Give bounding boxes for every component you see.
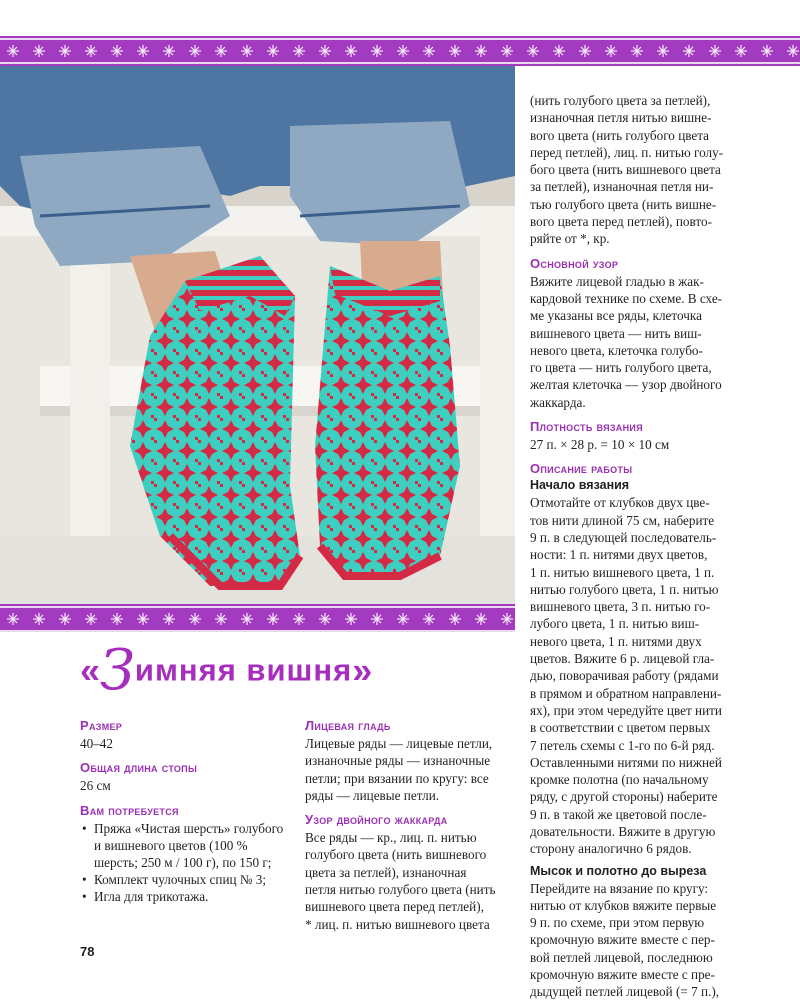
size-heading: Размер bbox=[80, 718, 123, 733]
start-line: довательности. Вяжите в другую bbox=[530, 823, 716, 839]
intro-line: вого цвета перед петлей), повто- bbox=[530, 214, 712, 230]
main-pattern-section bbox=[530, 256, 788, 411]
start-line: ях), при этом чередуйте цвет нити bbox=[530, 702, 722, 718]
intro-line: вого цвета (нить голубого цвета bbox=[530, 127, 710, 143]
list-item: • Пряжа «Чистая шерсть» голубого и вишневого цветов (100 % шерсть; 250 м / 100 г), по 150 г; bbox=[80, 820, 290, 871]
stockinette-line: изнаночные ряды — изнаночные bbox=[305, 753, 491, 769]
start-line: 7 петель схемы с 1-го по 6-й ряд. bbox=[530, 737, 715, 753]
intro-line: ряйте от *, кр. bbox=[530, 231, 610, 247]
start-line: лубого цвета, 1 п. нитью виш- bbox=[530, 616, 700, 632]
description-heading: Описание работы bbox=[530, 461, 633, 477]
start-subheading: Начало вязания bbox=[530, 478, 630, 493]
intro-line: тью голубого цвета (нить вишне- bbox=[530, 196, 717, 212]
intro-text bbox=[530, 92, 788, 248]
double-jacquard-line: Все ряды — кр., лиц. п. нитью bbox=[305, 830, 477, 846]
density-text: 27 п. × 28 р. = 10 × 10 см bbox=[530, 437, 670, 453]
start-line: дью, поворачивая работу (рядами bbox=[530, 668, 719, 684]
foot-length-heading: Общая длина стопы bbox=[80, 760, 198, 776]
start-line: нитью голубого цвета, 1 п. нитью bbox=[530, 581, 719, 597]
size-section bbox=[80, 718, 290, 752]
start-line: 1 п. нитью вишневого цвета, 1 п. bbox=[530, 564, 715, 580]
page-title bbox=[80, 638, 372, 708]
toe-line: Перейдите на вязание по кругу: bbox=[530, 880, 709, 896]
size-text: 40–42 bbox=[80, 736, 113, 751]
knitted-socks-photo-icon bbox=[0, 66, 515, 604]
toe-line: вой петлей лицевой, последнюю bbox=[530, 949, 713, 965]
title-text: имняя вишня bbox=[134, 652, 353, 688]
toe-line: кромочную вяжите вместе с пре- bbox=[530, 967, 715, 983]
density-section bbox=[530, 419, 788, 453]
start-line: ряду, с другой стороны) наберите bbox=[530, 789, 718, 805]
main-pattern-line: го цвета — нить голубого цвета, bbox=[530, 360, 712, 376]
double-jacquard-heading: Узор двойного жаккарда bbox=[305, 812, 448, 828]
stockinette-heading: Лицевая гладь bbox=[305, 718, 391, 733]
intro-line: изнаночная петля нитью вишне- bbox=[530, 110, 712, 126]
main-pattern-line: Вяжите лицевой гладью в жак- bbox=[530, 273, 704, 289]
snowflake-border-icon bbox=[0, 36, 800, 66]
right-column bbox=[530, 92, 788, 1001]
foot-length-section bbox=[80, 760, 290, 794]
main-pattern-heading: Основной узор bbox=[530, 255, 619, 271]
double-jacquard-line: вишневого цвета перед петлей), bbox=[305, 899, 484, 915]
materials-section bbox=[80, 803, 290, 905]
stockinette-section bbox=[305, 718, 513, 804]
snowflake-border-icon bbox=[0, 604, 515, 632]
toe-subheading: Мысок и полотно до выреза bbox=[530, 863, 707, 878]
start-line: Оставленными нитями по нижней bbox=[530, 754, 722, 770]
start-line: ности: 1 п. нитями двух цветов, bbox=[530, 547, 708, 563]
double-jacquard-section bbox=[305, 812, 513, 933]
density-heading: Плотность вязания bbox=[530, 419, 643, 435]
middle-ornament-band bbox=[0, 604, 515, 632]
middle-column bbox=[305, 718, 513, 933]
stockinette-line: ряды — лицевые петли. bbox=[305, 787, 440, 803]
materials-heading: Вам потребуется bbox=[80, 802, 179, 818]
double-jacquard-line: * лиц. п. нитью вишневого цвета bbox=[305, 916, 490, 932]
title-capital-letter: З bbox=[100, 638, 135, 703]
toe-line: нитью от клубков вяжите первые bbox=[530, 897, 717, 913]
title-open-quote: « bbox=[80, 649, 101, 691]
intro-line: перед петлей), лиц. п. нитью голу- bbox=[530, 144, 724, 160]
left-column bbox=[80, 718, 290, 905]
start-line: вишневого цвета, 3 п. нитью го- bbox=[530, 599, 711, 615]
start-line: тов нити длиной 75 см, наберите bbox=[530, 512, 715, 528]
double-jacquard-line: петля нитью голубого цвета (нить bbox=[305, 882, 496, 898]
stockinette-line: петли; при вязании по кругу: все bbox=[305, 770, 489, 786]
materials-list bbox=[80, 820, 290, 905]
knitted-socks-photo bbox=[0, 66, 515, 604]
main-pattern-line: ме указаны все ряды, клеточка bbox=[530, 308, 702, 324]
intro-line: бого цвета (нить вишневого цвета bbox=[530, 162, 721, 178]
toe-line: 9 п. по схеме, при этом первую bbox=[530, 915, 705, 931]
double-jacquard-line: цвета за петлей), изнаночная bbox=[305, 864, 467, 880]
start-line: сторону аналогично 6 рядов. bbox=[530, 841, 692, 857]
main-pattern-line: желтая клеточка — узор двойного bbox=[530, 377, 722, 393]
main-pattern-line: жаккарда. bbox=[530, 394, 586, 410]
start-line: 9 п. в такой же цветовой после- bbox=[530, 806, 707, 822]
double-jacquard-line: голубого цвета (нить вишневого bbox=[305, 847, 487, 863]
main-pattern-line: невого цвета, клеточка голубо- bbox=[530, 342, 703, 358]
top-ornament-band bbox=[0, 36, 800, 66]
toe-line: кромочную вяжите вместе с пер- bbox=[530, 932, 715, 948]
stockinette-line: Лицевые ряды — лицевые петли, bbox=[305, 736, 493, 751]
intro-line: за петлей), изнаночная петля ни- bbox=[530, 179, 714, 195]
start-line: кромке полотна (по начальному bbox=[530, 772, 709, 788]
intro-line: (нить голубого цвета за петлей), bbox=[530, 93, 711, 108]
start-line: Отмотайте от клубков двух цве- bbox=[530, 495, 710, 511]
foot-length-text: 26 см bbox=[80, 778, 111, 794]
main-pattern-line: вишневого цвета — нить виш- bbox=[530, 325, 702, 341]
page-number: 78 bbox=[80, 944, 95, 959]
toe-line: дыдущей петлей лицевой (= 7 п.), bbox=[530, 984, 720, 1000]
start-line: цветов. Вяжите 6 р. лицевой гла- bbox=[530, 651, 715, 667]
title-close-quote: » bbox=[352, 649, 373, 691]
list-item: • Игла для трикотажа. bbox=[80, 888, 290, 905]
list-item: • Комплект чулочных спиц № 3; bbox=[80, 871, 290, 888]
description-section bbox=[530, 461, 788, 1000]
main-pattern-line: кардовой технике по схеме. В схе- bbox=[530, 290, 723, 306]
start-line: в прямом и обратном направлени- bbox=[530, 685, 722, 701]
start-line: невого цвета, 1 п. нитями двух bbox=[530, 633, 702, 649]
start-line: в соответствии с цветом первых bbox=[530, 720, 711, 736]
start-line: 9 п. в следующей последователь- bbox=[530, 529, 717, 545]
